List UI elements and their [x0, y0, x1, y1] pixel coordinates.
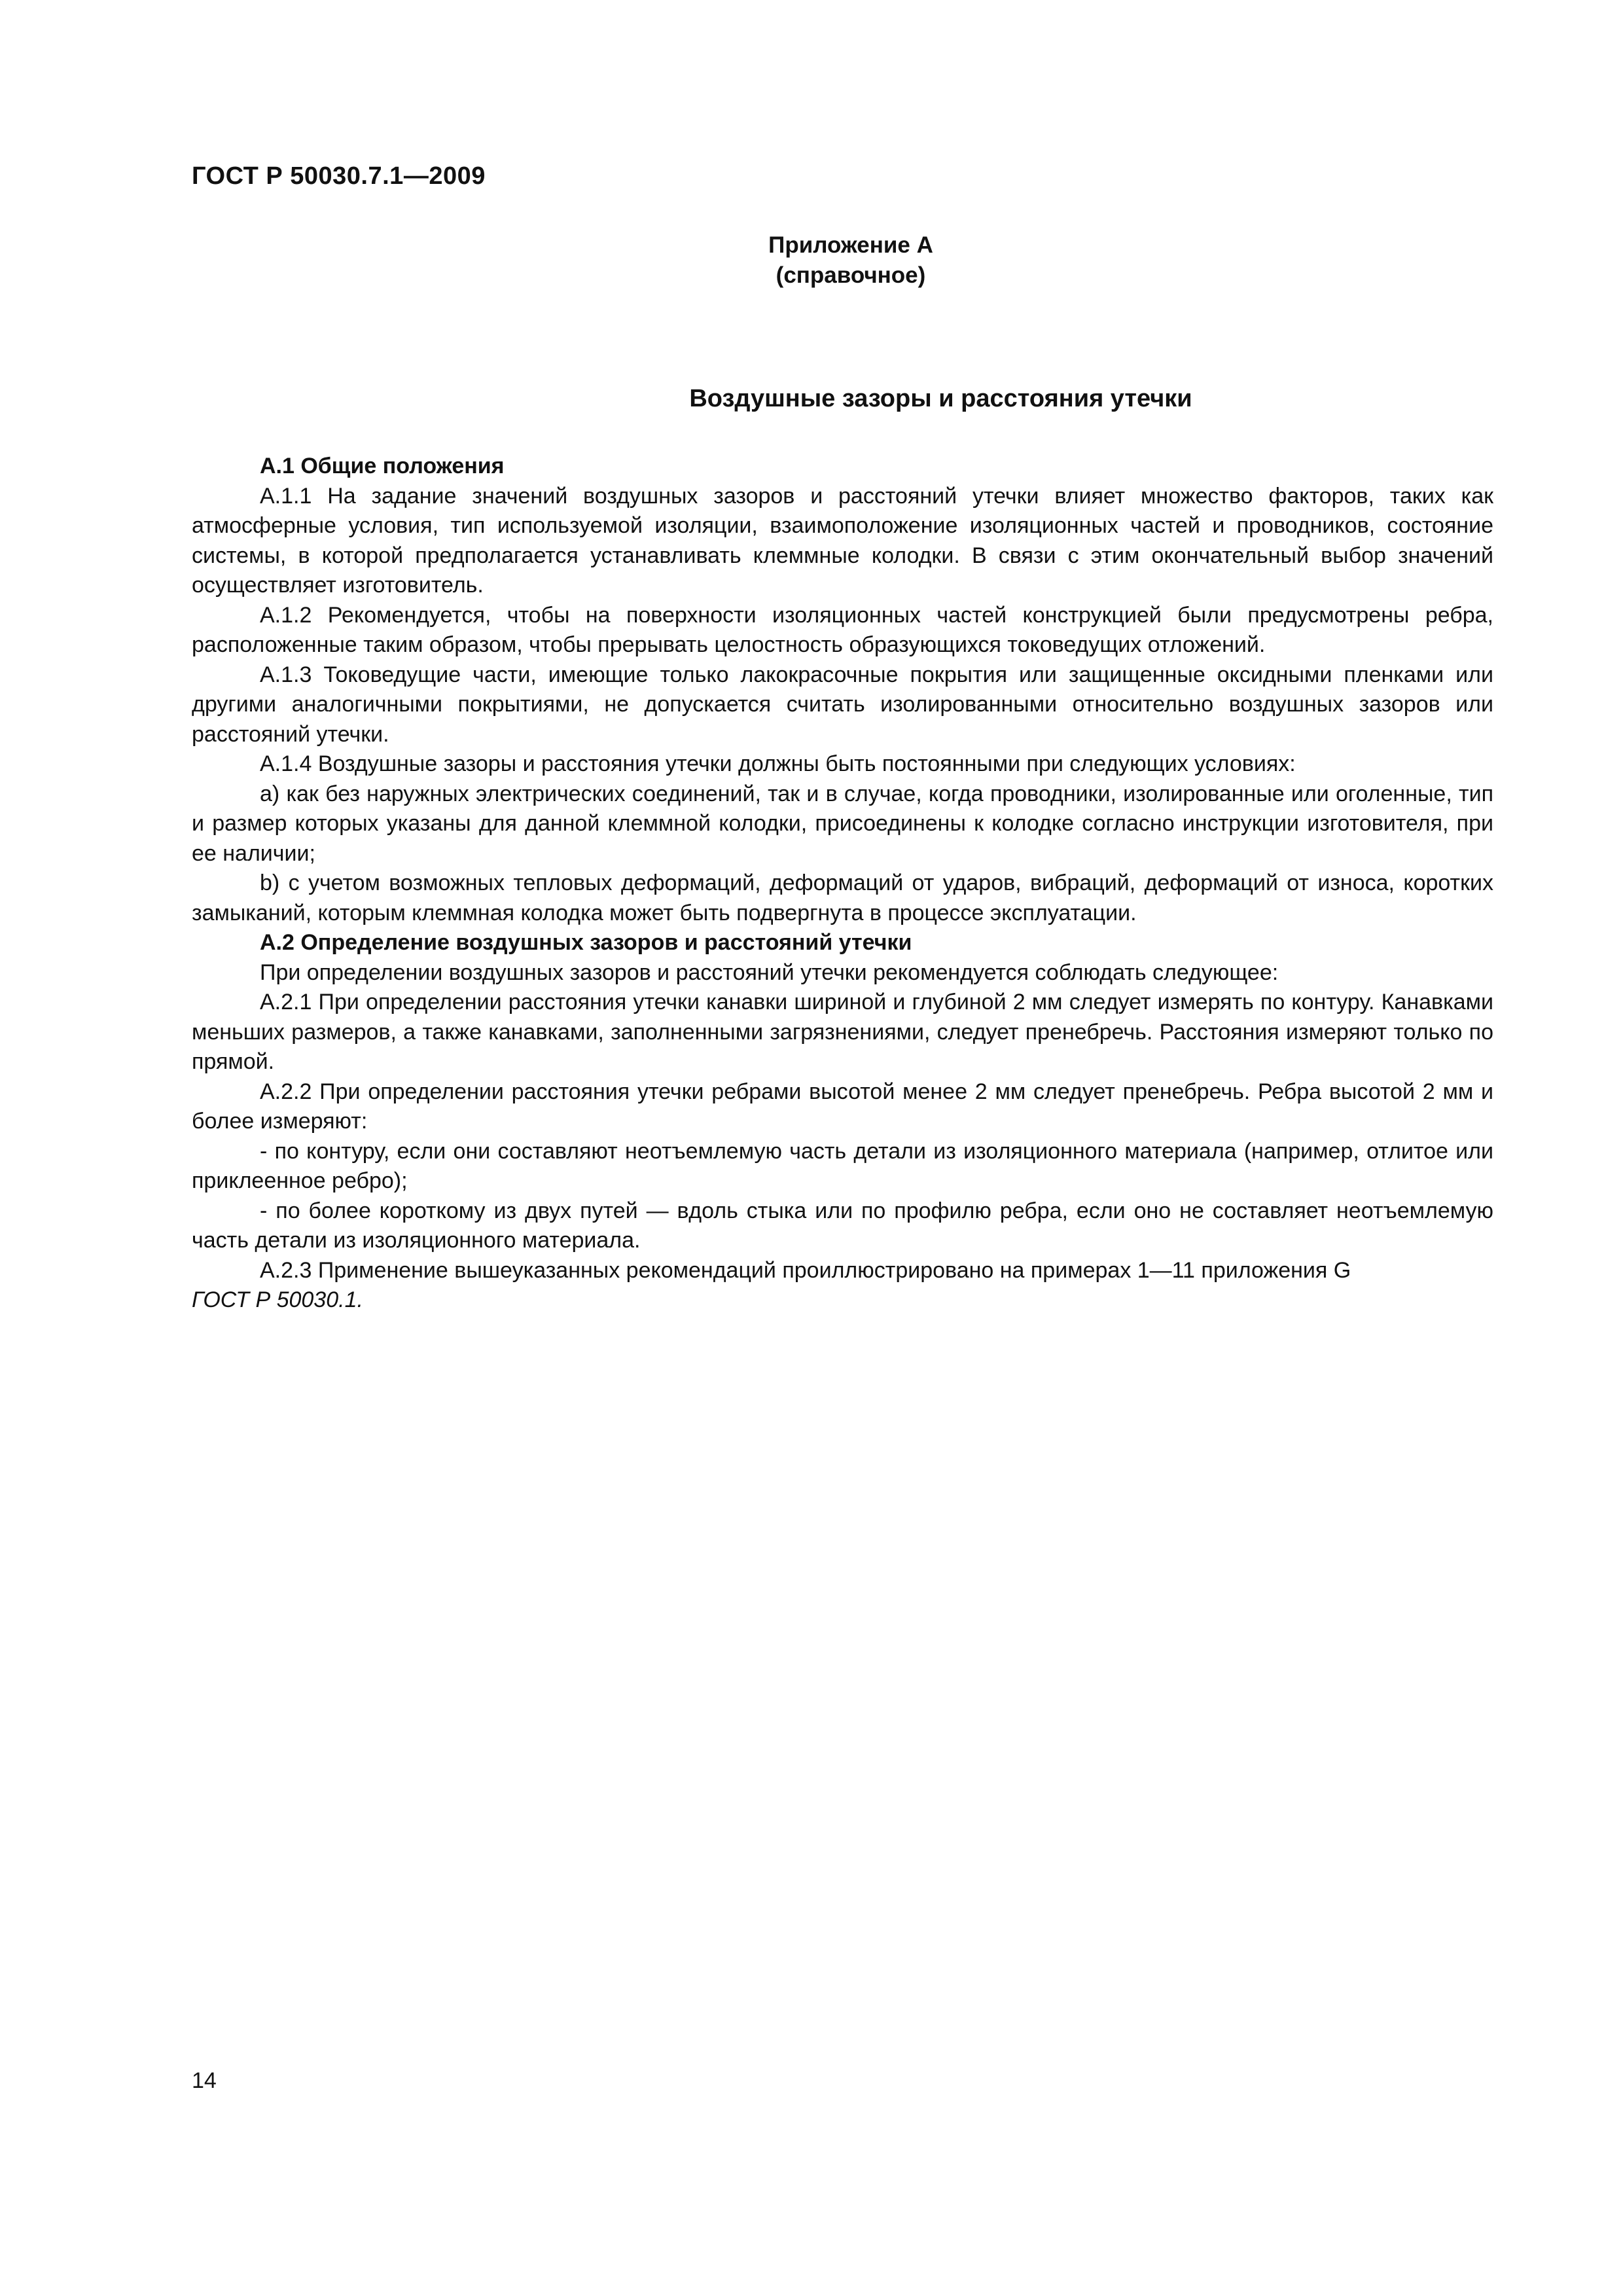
- page-number: 14: [192, 2068, 217, 2093]
- paragraph-a1-1: А.1.1 На задание значений воздушных зазоров и расстояний утечки влияет множество факторов, таких как атмосферные условия, тип используемой изоляции, взаимоположение изоляционных частей и проводников, состояние системы, в которой предполагается устанавливать клеммные колодки. В связи с этим окончательный выбор значений осуществляет изготовитель.: [192, 483, 1493, 598]
- annex-type: (справочное): [776, 262, 926, 288]
- paragraph-a2-2: А.2.2 При определении расстояния утечки ребрами высотой менее 2 мм следует пренебречь. Ребра высотой 2 мм и более измеряют:: [192, 1079, 1493, 1134]
- annex-label: Приложение А: [768, 232, 933, 258]
- paragraph-a2-3-text: А.2.3 Применение вышеуказанных рекомендаций проиллюстрировано на примерах 1—11 приложения G: [260, 1257, 1351, 1283]
- paragraph-a1-4: А.1.4 Воздушные зазоры и расстояния утечки должны быть постоянными при следующих условиях:: [260, 751, 1296, 776]
- standard-reference: ГОСТ Р 50030.1.: [192, 1287, 363, 1312]
- paragraph-a1-3: А.1.3 Токоведущие части, имеющие только лакокрасочные покрытия или защищенные оксидными пленками или другими аналогичными покрытиями, не допускается считать изолированными относительно воздушных зазоров или расстояний утечки.: [192, 662, 1493, 747]
- annex-title: Воздушные зазоры и расстояния утечки: [689, 385, 1192, 412]
- paragraph-a2-1: А.2.1 При определении расстояния утечки канавки шириной и глубиной 2 мм следует измерять по контуру. Канавками меньших размеров, а также канавками, заполненными загрязнениями, следует пренебречь. Расстояния измеряют только по прямой.: [192, 990, 1493, 1074]
- section-heading-a1: А.1 Общие положения: [260, 454, 505, 478]
- list-item-a1-4-b: b) с учетом возможных тепловых деформаций, деформаций от ударов, вибраций, деформаций от износа, коротких замыканий, которым клеммная колодка может быть подвергнута в процессе эксплуатации.: [192, 870, 1493, 925]
- document-code: ГОСТ Р 50030.7.1—2009: [192, 162, 486, 190]
- list-item-a1-4-a: а) как без наружных электрических соединений, так и в случае, когда проводники, изолированные или оголенные, тип и размер которых указаны для данной клеммной колодки, присоединены к колодке согласно инструкции изготовителя, при ее наличии;: [192, 781, 1493, 866]
- paragraph-a1-2: А.1.2 Рекомендуется, чтобы на поверхности изоляционных частей конструкцией были предусмотрены ребра, расположенные таким образом, чтобы прерывать целостность образующихся токоведущих отложений.: [192, 602, 1493, 657]
- section-heading-a2: А.2 Определение воздушных зазоров и расстояний утечки: [260, 930, 912, 955]
- document-body: [192, 452, 1493, 1316]
- paragraph-a2-intro: При определении воздушных зазоров и расстояний утечки рекомендуется соблюдать следующее:: [260, 960, 1279, 985]
- paragraph-a2-3: [192, 1256, 1493, 1316]
- annex-heading: [681, 230, 1021, 291]
- list-item-a2-2-2: - по более короткому из двух путей — вдоль стыка или по профилю ребра, если оно не составляет неотъемлемую часть детали из изоляционного материала.: [192, 1198, 1493, 1253]
- list-item-a2-2-1: - по контуру, если они составляют неотъемлемую часть детали из изоляционного материала (например, отлитое или приклеенное ребро);: [192, 1138, 1493, 1193]
